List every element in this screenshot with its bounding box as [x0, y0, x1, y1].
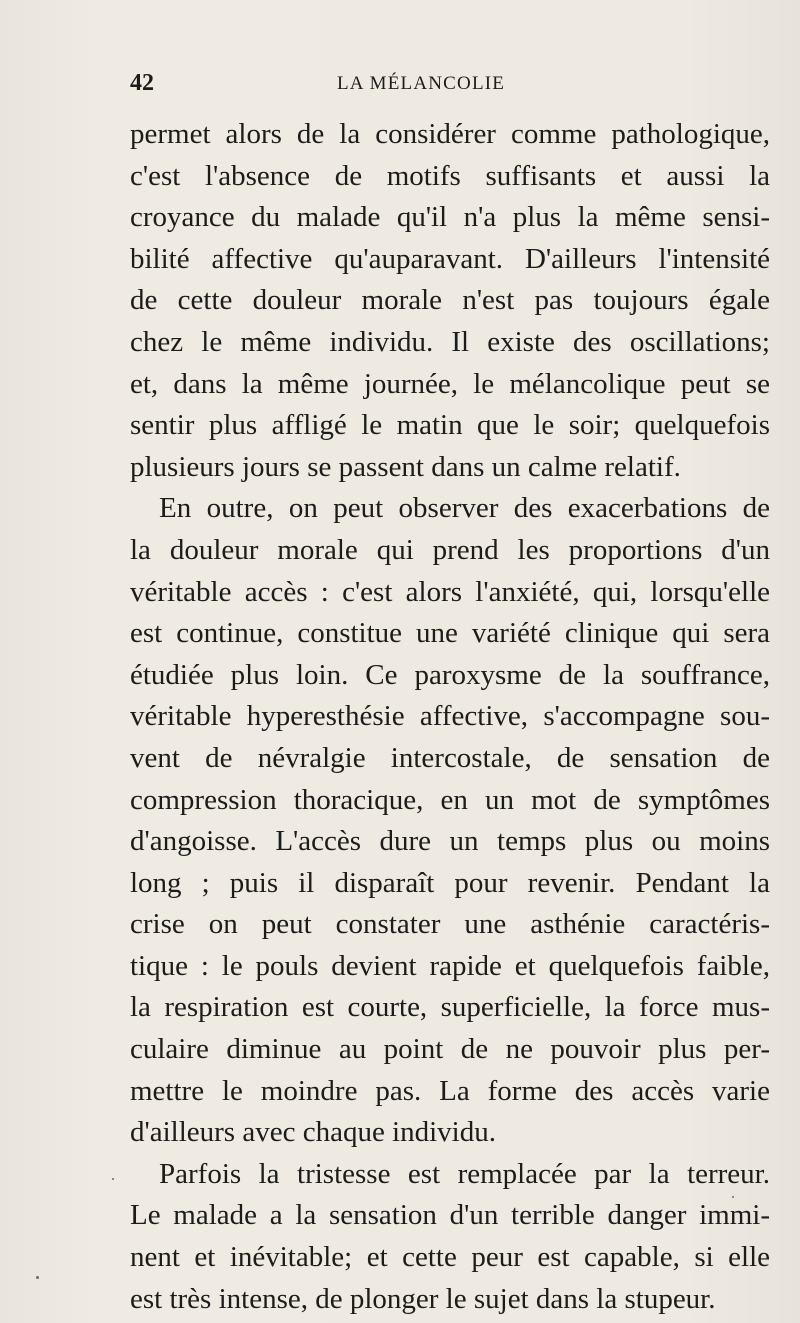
text-line: long ; puis il disparaît pour revenir. Pendant la — [130, 866, 770, 899]
text-line: permet alors de la considérer comme pathologique, — [130, 118, 770, 150]
paper-speck — [112, 1178, 114, 1180]
text-line: Parfois la tristesse est remplacée par la terreur. — [159, 1157, 770, 1190]
running-title: LA MÉLANCOLIE — [337, 73, 506, 94]
text-line: véritable accès : c'est alors l'anxiété, qui, lorsqu'elle — [130, 575, 770, 608]
text-line: de cette douleur morale n'est pas toujours égale — [130, 284, 770, 317]
running-head — [130, 70, 770, 100]
text-line: vent de névralgie intercostale, de sensation de — [130, 741, 770, 774]
text-line: sentir plus affligé le matin que le soir; quelquefois — [130, 409, 770, 442]
text-line: Le malade a la sensation d'un terrible danger immi- — [130, 1199, 770, 1232]
text-line: bilité affective qu'auparavant. D'ailleurs l'intensité — [130, 242, 770, 275]
page-number: 42 — [130, 70, 154, 96]
text-line: étudiée plus loin. Ce paroxysme de la souffrance, — [130, 658, 770, 691]
text-line: plusieurs jours se passent dans un calme relatif. — [130, 450, 681, 483]
text-line: culaire diminue au point de ne pouvoir plus per- — [130, 1033, 770, 1066]
paper-speck — [36, 1276, 39, 1279]
text-line: chez le même individu. Il existe des oscillations; — [130, 325, 770, 358]
text-line: crise on peut constater une asthénie caractéris- — [130, 908, 770, 941]
text-line: En outre, on peut observer des exacerbations de — [159, 492, 770, 525]
text-line: tique : le pouls devient rapide et quelquefois faible, — [130, 949, 770, 982]
text-line: est continue, constitue une variété clinique qui sera — [130, 617, 770, 650]
body-text — [130, 114, 770, 1320]
text-line: et, dans la même journée, le mélancolique peut se — [130, 367, 770, 400]
text-line: compression thoracique, en un mot de symptômes — [130, 783, 770, 816]
text-line: mettre le moindre pas. La forme des accès varie — [130, 1074, 770, 1107]
text-line: véritable hyperesthésie affective, s'accompagne sou- — [130, 700, 770, 733]
text-line: la douleur morale qui prend les proportions d'un — [130, 533, 770, 566]
text-line: d'angoisse. L'accès dure un temps plus ou moins — [130, 825, 770, 858]
text-line: c'est l'absence de motifs suffisants et aussi la — [130, 159, 770, 192]
text-line: croyance du malade qu'il n'a plus la même sensi- — [130, 201, 770, 234]
text-line: la respiration est courte, superficielle, la force mus- — [130, 991, 770, 1024]
text-line: nent et inévitable; et cette peur est capable, si elle — [130, 1241, 770, 1274]
paper-speck — [732, 1196, 734, 1198]
text-line: d'ailleurs avec chaque individu. — [130, 1116, 496, 1149]
text-line: est très intense, de plonger le sujet dans la stupeur. — [130, 1282, 716, 1315]
